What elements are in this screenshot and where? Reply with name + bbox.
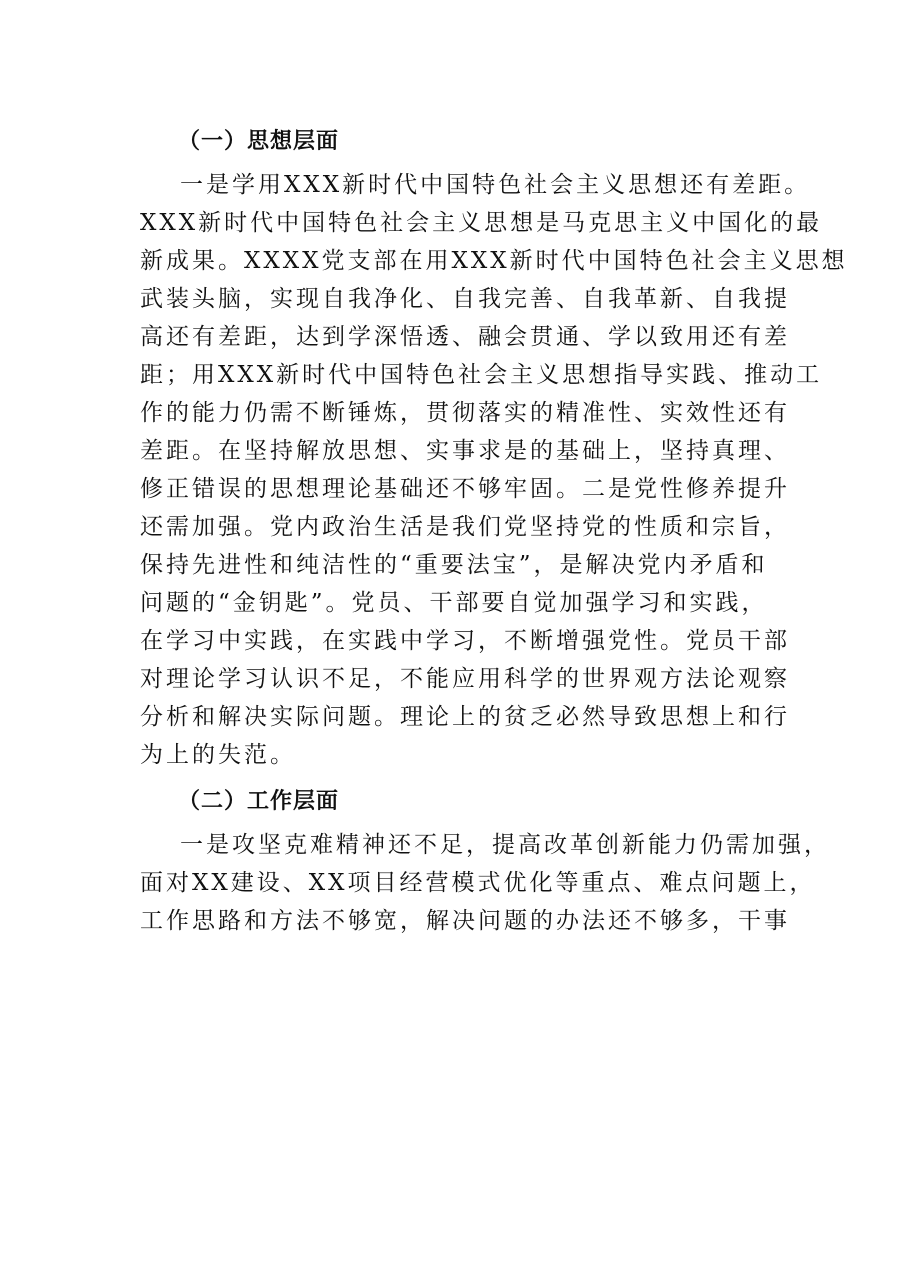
paragraph-line: 一是学用XXX新时代中国特色社会主义思想还有差距。 xyxy=(180,172,811,198)
paragraph-line: 为上的失范。 xyxy=(140,742,296,768)
paragraph-line: 分析和解决实际问题。理论上的贫乏必然导致思想上和行 xyxy=(140,704,790,730)
paragraph-line: 问题的“金钥匙”。党员、干部要自觉加强学习和实践， xyxy=(140,590,768,616)
paragraph-line: 还需加强。党内政治生活是我们党坚持党的性质和宗旨， xyxy=(140,514,790,540)
paragraph-line: 一是攻坚克难精神还不足，提高改革创新能力仍需加强， xyxy=(180,832,830,858)
paragraph-line: 高还有差距，达到学深悟透、融会贯通、学以致用还有差 xyxy=(140,324,790,350)
paragraph-thought xyxy=(140,166,848,774)
paragraph-line: 武装头脑，实现自我净化、自我完善、自我革新、自我提 xyxy=(140,286,790,312)
paragraph-work xyxy=(140,826,830,940)
paragraph-line: 工作思路和方法不够宽，解决问题的办法还不够多，干事 xyxy=(140,908,790,934)
paragraph-line: 差距。在坚持解放思想、实事求是的基础上，坚持真理、 xyxy=(140,438,790,464)
section-heading-work: （二）工作层面 xyxy=(178,789,340,814)
paragraph-line: 面对XX建设、XX项目经营模式优化等重点、难点问题上， xyxy=(140,870,816,896)
paragraph-line: 作的能力仍需不断锤炼，贯彻落实的精准性、实效性还有 xyxy=(140,400,790,426)
paragraph-line: 对理论学习认识不足，不能应用科学的世界观方法论观察 xyxy=(140,666,790,692)
paragraph-line: 新成果。XXXX党支部在用XXX新时代中国特色社会主义思想 xyxy=(140,248,848,274)
section-heading-thought: （一）思想层面 xyxy=(178,129,340,154)
paragraph-line: XXX新时代中国特色社会主义思想是马克思主义中国化的最 xyxy=(140,210,823,236)
paragraph-line: 距；用XXX新时代中国特色社会主义思想指导实践、推动工 xyxy=(140,362,823,388)
document-body xyxy=(140,122,848,940)
paragraph-line: 修正错误的思想理论基础还不够牢固。二是党性修养提升 xyxy=(140,476,790,502)
paragraph-line: 在学习中实践，在实践中学习，不断增强党性。党员干部 xyxy=(140,628,790,654)
paragraph-line: 保持先进性和纯洁性的“重要法宝”，是解决党内矛盾和 xyxy=(140,552,768,578)
